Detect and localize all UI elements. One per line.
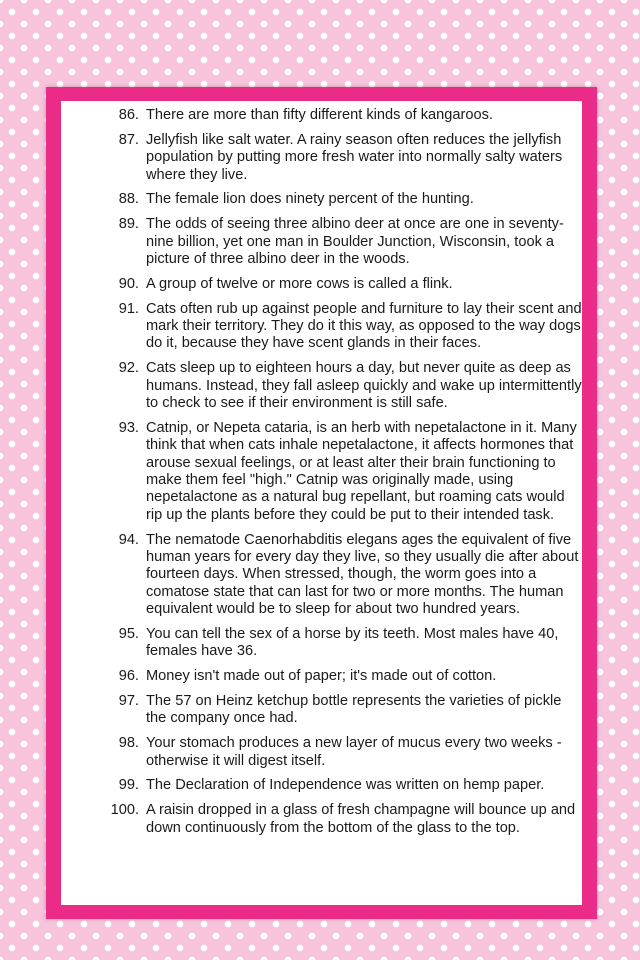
fact-text: Money isn't made out of paper; it's made out of cotton. — [146, 668, 497, 685]
fact-item — [61, 301, 582, 353]
fact-item — [61, 735, 582, 770]
fact-item — [61, 693, 582, 728]
fact-text: Catnip, or Nepeta cataria, is an herb with nepetalactone in it. Many think that when cats inhale nepetalactone, it affects hormones that arouse sexual feelings, or at least alter their brain functioning to make them feel "high." Catnip was originally made, using nepetalactone as a natural bug repellant, but roaming cats would rip up the plants before they could be put to their intended task. — [146, 419, 577, 523]
fact-item — [61, 216, 582, 268]
fact-number: 94. — [118, 531, 139, 548]
fact-item — [61, 626, 582, 661]
fact-text: The 57 on Heinz ketchup bottle represents the varieties of pickle the company once had. — [146, 693, 562, 727]
fact-text: The female lion does ninety percent of the hunting. — [146, 191, 474, 208]
fact-list — [61, 101, 582, 837]
fact-item — [61, 777, 582, 794]
fact-item — [61, 107, 582, 124]
fact-text: The Declaration of Independence was written on hemp paper. — [146, 777, 545, 794]
fact-text: Jellyfish like salt water. A rainy season often reduces the jellyfish population by putting more fresh water into normally salty waters where they live. — [146, 131, 563, 183]
fact-number: 89. — [118, 216, 139, 233]
fact-number: 96. — [118, 668, 139, 685]
fact-number: 93. — [118, 419, 139, 436]
fact-number: 95. — [118, 626, 139, 643]
fact-number: 92. — [118, 360, 139, 377]
fact-item — [61, 668, 582, 685]
fact-number: 86. — [118, 107, 139, 123]
fact-text: The nematode Caenorhabditis elegans ages the equivalent of five human years for every day they live, so they usually die after about fourteen days. When stressed, though, the worm goes into a comatose state that can last for two or more months. The human equivalent would be to sleep for about two hundred years. — [146, 531, 579, 618]
fact-item — [61, 132, 582, 184]
fact-text: Your stomach produces a new layer of mucus every two weeks - otherwise it will digest itself. — [146, 735, 562, 769]
fact-card — [61, 101, 582, 905]
fact-number: 88. — [118, 191, 139, 208]
fact-number: 90. — [118, 275, 139, 292]
fact-text: Cats often rub up against people and furniture to lay their scent and mark their territory. They do it this way, as opposed to the way dogs do it, because they have scent glands in their faces. — [146, 300, 582, 352]
fact-number: 98. — [118, 735, 139, 752]
fact-text: A group of twelve or more cows is called a flink. — [146, 275, 453, 292]
fact-item — [61, 276, 582, 293]
fact-item — [61, 420, 582, 524]
fact-number: 99. — [118, 777, 139, 794]
pink-frame — [46, 87, 597, 919]
fact-number: 97. — [118, 693, 139, 710]
fact-item — [61, 802, 582, 837]
fact-number: 87. — [118, 131, 139, 148]
fact-item — [61, 532, 582, 619]
fact-number: 100. — [110, 802, 139, 819]
fact-text: A raisin dropped in a glass of fresh champagne will bounce up and down continuously from the bottom of the glass to the top. — [146, 802, 576, 836]
fact-text: There are more than fifty different kinds of kangaroos. — [146, 107, 493, 123]
fact-number: 91. — [118, 300, 139, 317]
fact-item — [61, 360, 582, 412]
fact-text: Cats sleep up to eighteen hours a day, but never quite as deep as humans. Instead, they fall asleep quickly and wake up intermittently to check to see if their environment is still safe. — [146, 360, 582, 412]
fact-text: You can tell the sex of a horse by its teeth. Most males have 40, females have 36. — [146, 626, 559, 660]
fact-text: The odds of seeing three albino deer at once are one in seventy-nine billion, yet one man in Boulder Junction, Wisconsin, took a picture of three albino deer in the woods. — [146, 216, 564, 268]
fact-item — [61, 191, 582, 208]
